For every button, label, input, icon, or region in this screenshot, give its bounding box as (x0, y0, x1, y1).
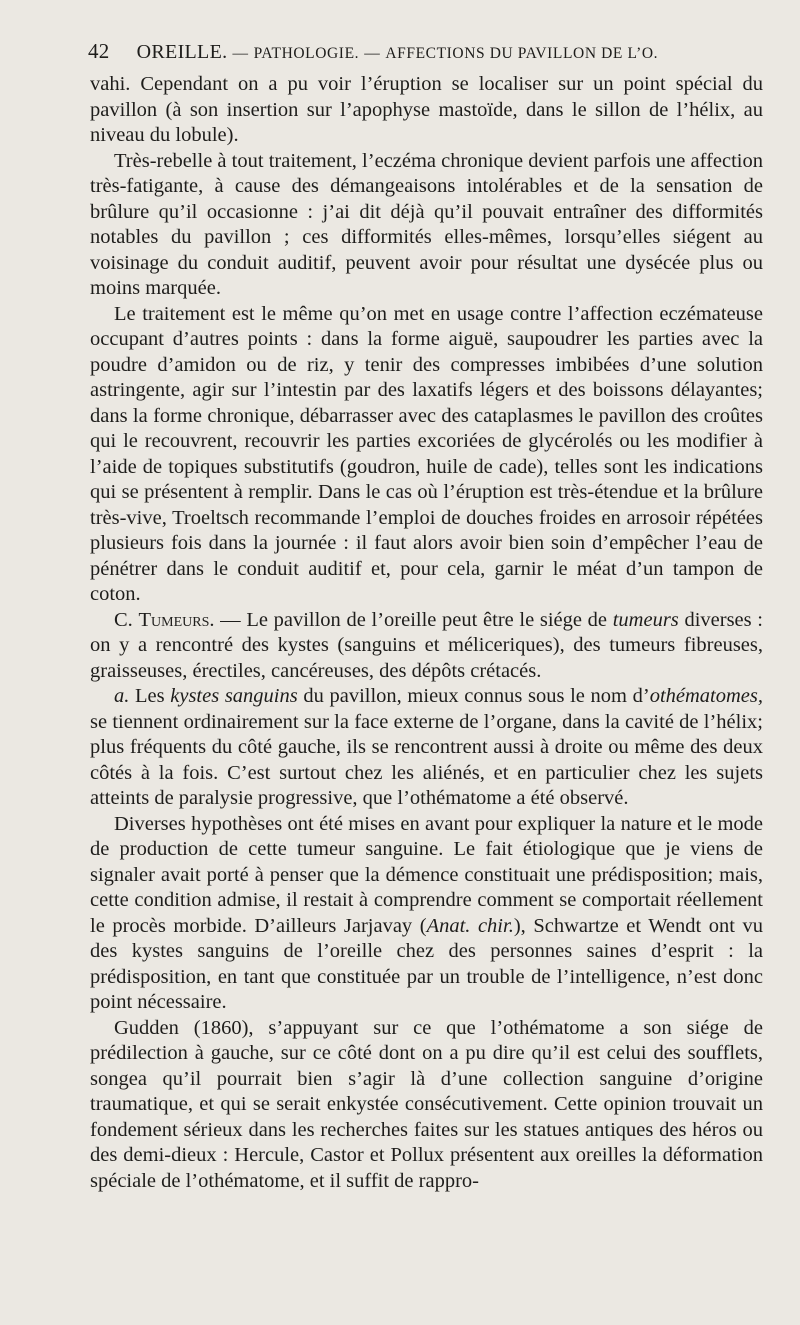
citation: Anat. chir. (426, 914, 514, 937)
text-run: du pavillon, mieux connus sous le nom d’ (297, 685, 650, 707)
page-number: 42 (88, 39, 110, 63)
paragraph (90, 812, 763, 1016)
text-run: diverses : on y a rencontré des kystes (sanguins et méliceriques), des tumeurs fibreuses, graisseuses, érectiles, cancéreuses, des dépôts crétacés. (90, 608, 763, 682)
text-run: se tiennent ordinairement sur la face externe de l’organe, dans la cavité de l’hélix; plus fréquents du côté gauche, ils se rencontrent aussi à droite ou même des deux côtés à la fois. C’est surtout chez les aliénés, et en particulier chez les sujets atteints de paralysie progressive, que l’othématome a été observé. (90, 710, 763, 809)
section-letter: C. (114, 608, 139, 631)
section-heading: Tumeurs. (138, 608, 215, 631)
text-run: ), Schwartze et Wendt ont vu des kystes sanguins de l’oreille chez des personnes saines d’esprit : la prédisposition, en tant que constituée par un trouble de l’intelligence, n’est donc point nécessaire. (90, 914, 763, 1013)
emphasis: othématomes, (649, 685, 763, 707)
header-title: OREILLE. (136, 41, 228, 63)
header-section: PATHOLOGIE. (253, 45, 360, 62)
item-letter: a. (114, 685, 130, 707)
body-text (90, 72, 763, 1194)
paragraph: Le traitement est le même qu’on met en usage contre l’affection eczémateuse occupant d’autres points : dans la forme aiguë, saupoudrer les parties avec la poudre d’amidon ou de riz, y tenir des compresses imbibées d’une solution astringente, agir sur l’intestin par des laxatifs légers et des boissons délayantes; dans la forme chronique, débarrasser avec des cataplasmes le pavillon des croûtes qui le recouvrent, recouvrir les parties excoriées de glycérolés ou les modifier à l’aide de topiques substitutifs (goudron, huile de cade), telles sont les indications qui se présentent à remplir. Dans le cas où l’éruption est très-étendue et la brûlure très-vive, Troeltsch recommande l’emploi de douches froides en arrosoir répétées plusieurs fois dans la journée : il faut alors avoir bien soin d’empêcher l’eau de pénétrer dans le conduit auditif et, pour cela, garnir le méat d’un tampon de coton. (90, 302, 763, 605)
paragraph: vahi. Cependant on a pu voir l’éruption se localiser sur un point spécial du pavillon (à son insertion sur l’apophyse mastoïde, dans le sillon de l’hélix, au niveau du lobule). (90, 73, 763, 146)
paragraph (90, 684, 763, 812)
paragraph: Gudden (1860), s’appuyant sur ce que l’othématome a son siége de prédilection à gauche, sur ce côté dont on a pu dire qu’il est celui des soufflets, songea qu’il pourrait bien s’agir là d’une collection sanguine d’origine traumatique, et qui se serait enkystée consécutivement. Cette opinion trouvait un fondement sérieux dans les recherches faites sur les statues antiques des héros ou des demi-dieux : Hercule, Castor et Pollux présentent aux oreilles la déformation spéciale de l’othématome, et il suffit de rappro- (90, 1016, 763, 1192)
running-header (88, 40, 768, 65)
header-subsection: AFFECTIONS DU PAVILLON DE L’O. (385, 45, 659, 62)
header-dash: — (364, 45, 381, 62)
paragraph: Très-rebelle à tout traitement, l’eczéma chronique devient parfois une affection très-fatigante, à cause des démangeaisons intolérables et de la sensation de brûlure qu’il occasionne : j’ai dit déjà qu’il pouvait entraîner des difformités notables du pavillon ; ces difformités elles-mêmes, lorsqu’elles siégent au voisinage du conduit auditif, peuvent avoir pour résultat une dysécée plus ou moins marquée. (90, 149, 763, 299)
paragraph (90, 608, 763, 685)
text-run: Diverses hypothèses ont été mises en avant pour expliquer la nature et le mode de production de cette tumeur sanguine. Le fait étiologique que je viens de signaler avait porté à penser que la démence constituait une prédisposition; mais, cette condition admise, il restait à comprendre comment se comportait réellement le procès morbide. D’ailleurs Jarjavay ( (90, 812, 763, 937)
emphasis: tumeurs (612, 608, 679, 631)
emphasis: kystes sanguins (170, 685, 298, 707)
text-run: — Le pavillon de l’oreille peut être le siége de (214, 608, 613, 631)
header-dash: — (232, 45, 249, 62)
text-run: Les (129, 685, 171, 707)
